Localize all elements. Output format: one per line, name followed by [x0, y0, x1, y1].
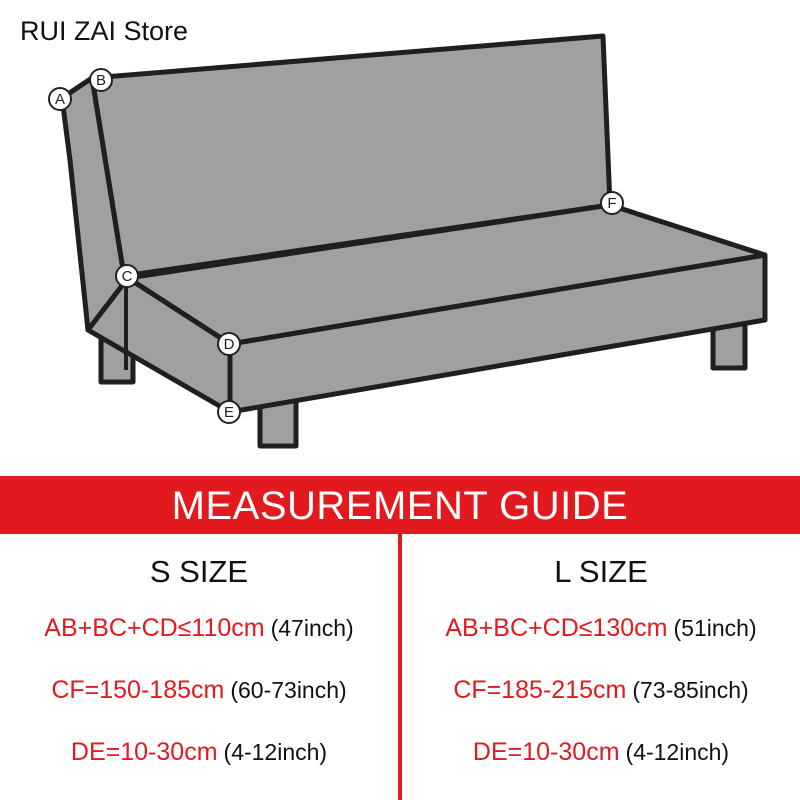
measurement-guide-banner — [0, 476, 800, 534]
svg-text:F: F — [607, 195, 617, 212]
store-name: RUI ZAI Store — [20, 16, 189, 46]
point-marker-e — [218, 401, 240, 423]
spec-inch: (60-73inch) — [230, 677, 347, 703]
point-marker-a — [49, 88, 71, 110]
svg-text:B: B — [95, 72, 107, 89]
spec-inch: (51inch) — [673, 615, 757, 641]
svg-text:C: C — [121, 268, 133, 285]
spec-inch: (4-12inch) — [625, 739, 730, 765]
spec-line — [402, 616, 800, 641]
spec-formula: DE=10-30cm — [70, 738, 218, 766]
spec-formula: AB+BC+CD≤130cm — [445, 614, 668, 642]
spec-line — [402, 740, 800, 765]
point-marker-d — [218, 333, 240, 355]
svg-text:E: E — [223, 404, 235, 421]
point-marker-f — [601, 192, 623, 214]
spec-line — [0, 616, 398, 641]
spec-formula: CF=185-215cm — [453, 676, 627, 704]
size-column-l — [402, 534, 800, 800]
size-title: L SIZE — [554, 554, 648, 589]
spec-line — [0, 678, 398, 703]
spec-formula: AB+BC+CD≤110cm — [44, 614, 265, 642]
spec-line — [402, 678, 800, 703]
point-marker-b — [90, 69, 112, 91]
svg-text:D: D — [223, 336, 235, 353]
spec-formula: CF=150-185cm — [51, 676, 225, 704]
spec-inch: (73-85inch) — [632, 677, 749, 703]
svg-text:A: A — [54, 91, 66, 108]
size-column-s — [0, 534, 398, 800]
point-marker-c — [116, 265, 138, 287]
size-title: S SIZE — [149, 554, 249, 589]
spec-inch: (4-12inch) — [223, 739, 328, 765]
banner-title: MEASUREMENT GUIDE — [171, 484, 629, 528]
spec-line — [0, 740, 398, 765]
spec-inch: (47inch) — [270, 615, 354, 641]
spec-formula: DE=10-30cm — [472, 738, 620, 766]
